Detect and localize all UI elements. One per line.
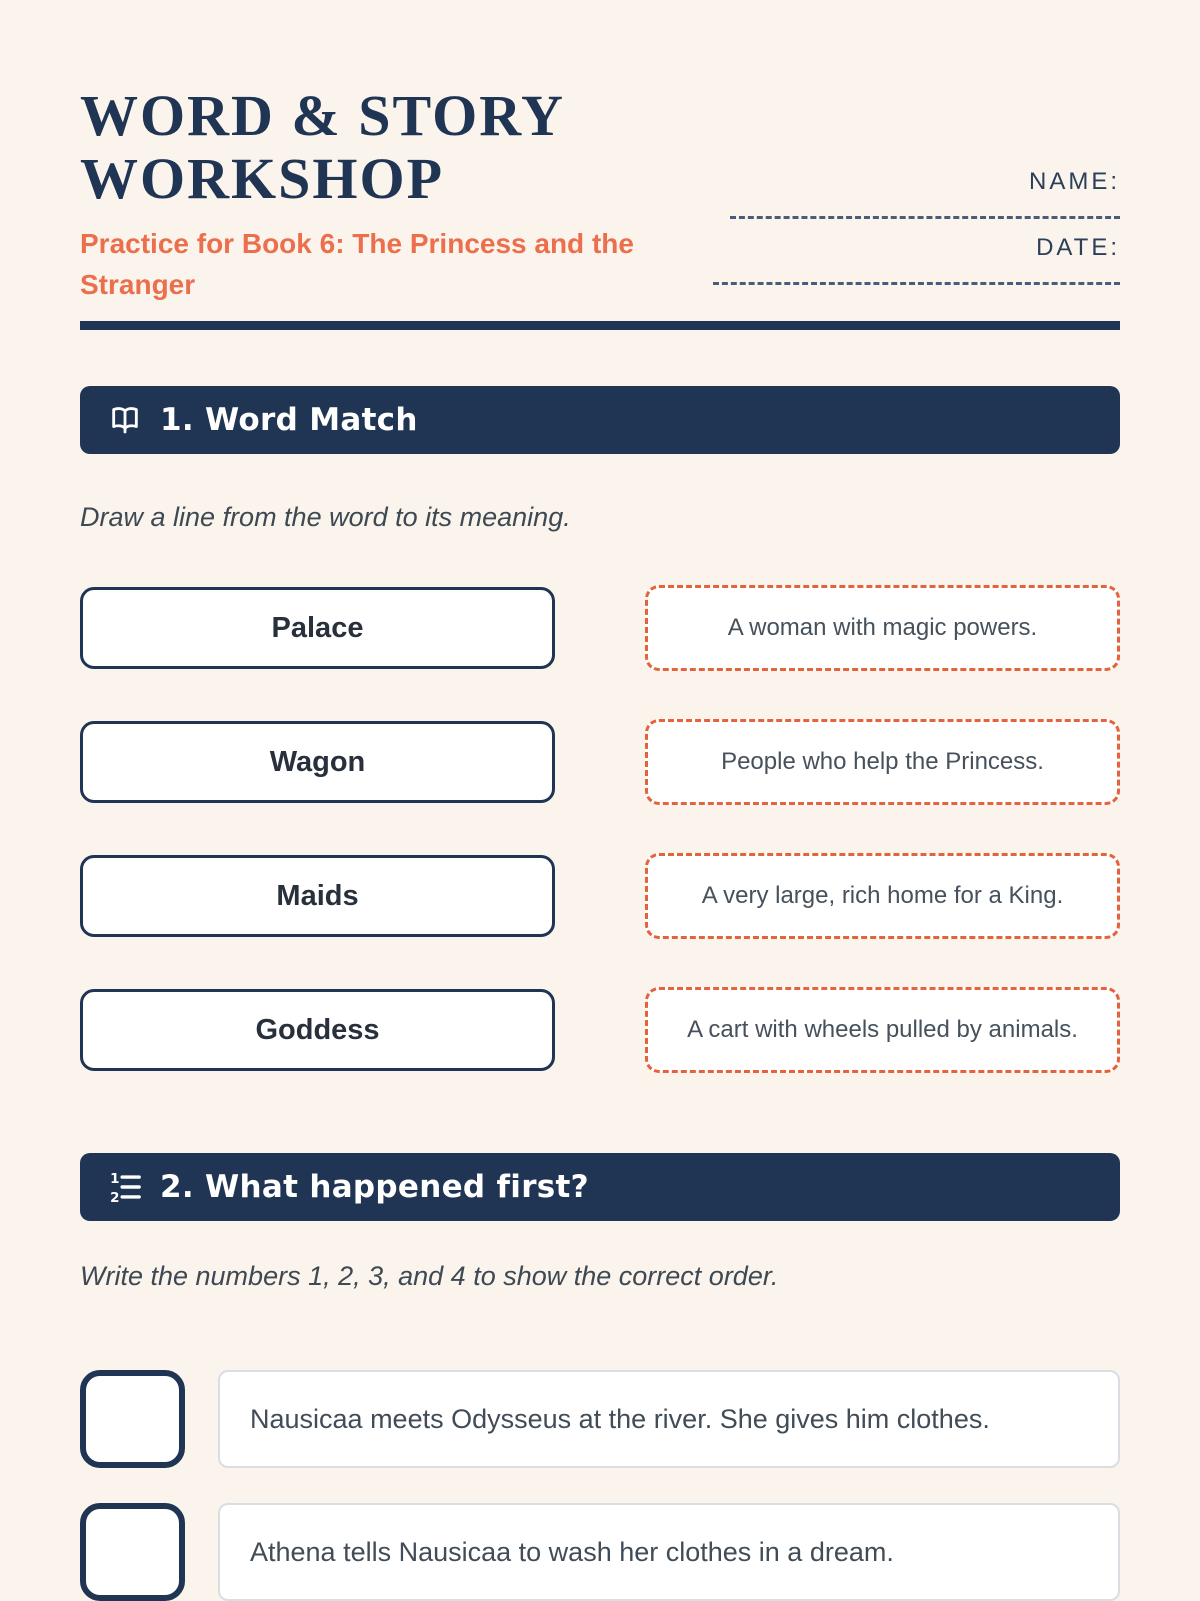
meaning-box-4[interactable]: A cart with wheels pulled by animals.: [645, 987, 1120, 1073]
svg-text:1: 1: [110, 1172, 120, 1188]
section-title: 1. Word Match: [160, 402, 418, 439]
event-card-1: Nausicaa meets Odysseus at the river. She gives him clothes.: [218, 1370, 1120, 1468]
open-book-icon: [108, 403, 142, 437]
event-card-2: Athena tells Nausicaa to wash her clothes in a dream.: [218, 1503, 1120, 1601]
date-label: DATE:: [1036, 234, 1120, 261]
sequence-instruction: Write the numbers 1, 2, 3, and 4 to show the correct order.: [80, 1261, 779, 1292]
meaning-box-3[interactable]: A very large, rich home for a King.: [645, 853, 1120, 939]
sequence-row: [80, 1370, 1120, 1468]
svg-text:2: 2: [110, 1191, 120, 1205]
meaning-box-2[interactable]: People who help the Princess.: [645, 719, 1120, 805]
name-write-line[interactable]: [730, 195, 1120, 219]
ordered-list-icon: [108, 1170, 142, 1204]
meaning-box-1[interactable]: A woman with magic powers.: [645, 585, 1120, 671]
word-box-palace[interactable]: Palace: [80, 587, 555, 669]
page-title-line1: WORD & STORY: [80, 83, 565, 148]
order-number-box-1[interactable]: [80, 1370, 185, 1468]
page-title-line2: WORKSHOP: [80, 145, 445, 211]
title-block: [80, 85, 650, 305]
header-divider: [80, 321, 1120, 330]
section-header-word-match: [80, 386, 1120, 454]
word-box-goddess[interactable]: Goddess: [80, 989, 555, 1071]
name-date-block: [708, 85, 1120, 305]
name-label: NAME:: [1028, 168, 1120, 195]
date-write-line[interactable]: [713, 261, 1120, 285]
word-box-maids[interactable]: Maids: [80, 855, 555, 937]
page-title: [80, 85, 650, 210]
sequence-row: [80, 1503, 1120, 1601]
word-box-wagon[interactable]: Wagon: [80, 721, 555, 803]
section-header-sequence: [80, 1153, 1120, 1221]
word-match-grid: [80, 585, 1120, 1073]
sequence-list: [80, 1370, 1120, 1601]
page-header: [80, 85, 1120, 305]
page-subtitle: Practice for Book 6: The Princess and the Stranger: [80, 228, 634, 300]
section-title: 2. What happened first?: [160, 1169, 589, 1206]
word-match-instruction: Draw a line from the word to its meaning.: [80, 502, 571, 533]
order-number-box-2[interactable]: [80, 1503, 185, 1601]
